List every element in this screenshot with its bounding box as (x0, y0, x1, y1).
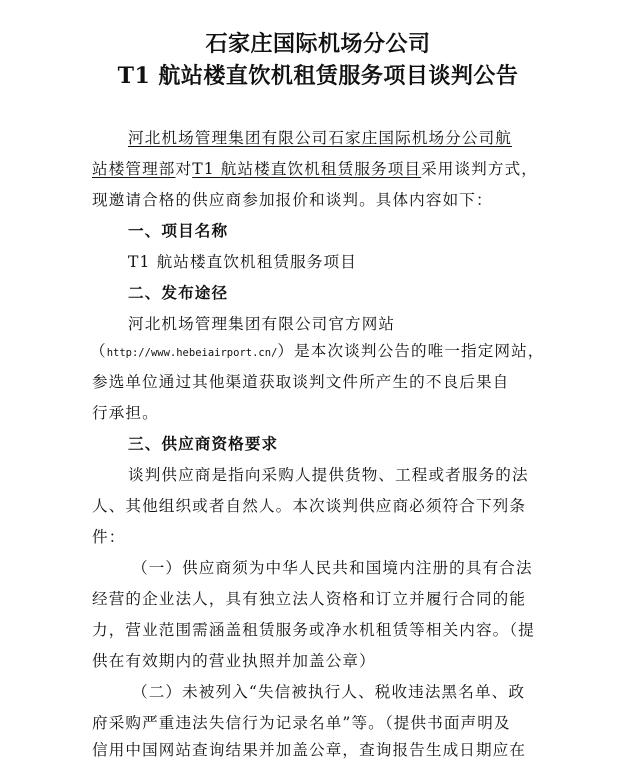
section3-heading: 三、供应商资格要求 (128, 434, 279, 453)
intro-line2 (92, 159, 538, 179)
section3-para1-line3: 件： (92, 528, 126, 546)
section2-content-line4: 行承担。 (92, 404, 159, 422)
section2-content-line1: 河北机场管理集团有限公司官方网站 (128, 315, 396, 333)
section2-content-line3: 参选单位通过其他渠道获取谈判文件所产生的不良后果自 (92, 373, 510, 391)
section3-item1-line1: （一）供应商须为中华人民共和国境内注册的具有合法 (132, 559, 533, 577)
section3-item1-line2: 经营的企业法人，具有独立法人资格和订立并履行合同的能 (92, 590, 527, 608)
document-title-line2: T1 航站楼直饮机租赁服务项目谈判公告 (117, 63, 519, 89)
intro-line1 (128, 128, 512, 148)
intro-project-name: T1 航站楼直饮机租赁服务项目 (192, 160, 422, 178)
section2-content-line2: （http://www.hebeiairport.cn/）是本次谈判公告的唯一指定网站， (90, 342, 545, 360)
intro-connector: 对 (175, 160, 193, 178)
section3-para1-line2: 人、其他组织或者自然人。本次谈判供应商必须符合下列条 (92, 497, 527, 515)
section3-item1-line4: 供在有效期内的营业执照并加盖公章） (92, 652, 376, 670)
section3-item2-line3: 信用中国网站查询结果并加盖公章，查询报告生成日期应在 (92, 741, 527, 759)
section2-heading: 二、发布途径 (128, 283, 229, 302)
section3-item2-line1: （二）未被列入“失信被执行人、税收违法黑名单、政 (132, 683, 526, 701)
section3-item1-line3: 力，营业范围需涵盖租赁服务或净水机租赁等相关内容。（提 (92, 621, 535, 639)
official-website-url[interactable]: http://www.hebeiairport.cn/ (106, 347, 278, 359)
section1-content: T1 航站楼直饮机租赁服务项目 (128, 253, 357, 271)
intro-tail: 采用谈判方式， (421, 160, 538, 178)
issuing-unit-part2: 站楼管理部 (92, 160, 176, 178)
section3-item2-line2: 府采购严重违法失信行为记录名单”等。（提供书面声明及 (92, 714, 511, 732)
document-title-line1: 石家庄国际机场分公司 (205, 31, 431, 57)
section3-para1-line1: 谈判供应商是指向采购人提供货物、工程或者服务的法 (128, 466, 529, 484)
section1-heading: 一、项目名称 (128, 221, 229, 240)
intro-line3: 现邀请合格的供应商参加报价和谈判。具体内容如下： (92, 191, 493, 209)
section2-content-line2-tail: 是本次谈判公告的唯一指定网站， (294, 342, 545, 360)
issuing-unit-part1: 河北机场管理集团有限公司石家庄国际机场分公司航 (128, 129, 512, 147)
